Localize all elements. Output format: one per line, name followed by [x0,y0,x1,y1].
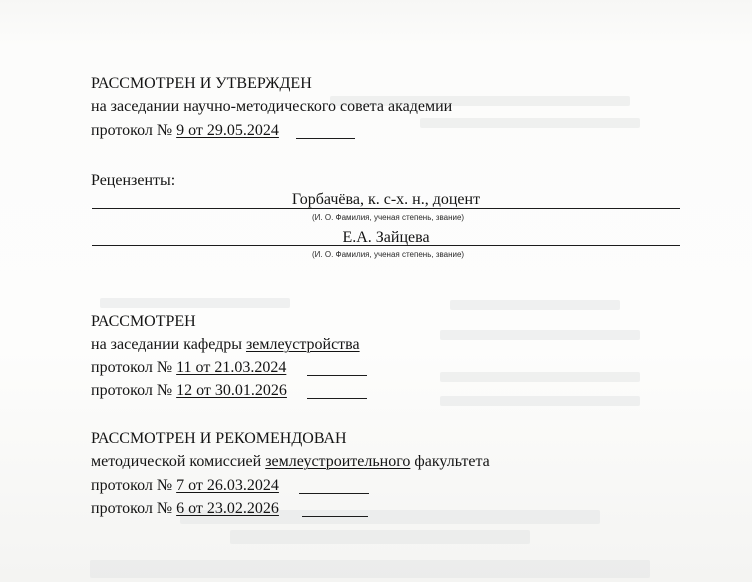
department-line [91,335,360,355]
approval-line: на заседании научно-методического совета академии [91,98,453,115]
commission-prefix: методической комиссией [91,453,266,470]
bleed-through-mark [450,300,620,310]
protocol-underline [307,398,367,399]
protocol-prefix: протокол № [91,122,177,139]
reviewer-2-line [92,245,680,246]
protocol-value: 9 от 29.05.2024 [176,122,279,139]
reviewer-1-line [92,208,680,209]
bleed-through-mark [440,330,640,340]
commission-suffix: факультета [410,453,490,470]
protocol-underline [299,493,369,494]
bleed-through-mark [90,560,650,578]
bleed-through-mark [440,396,640,406]
protocol-value: 12 от 30.01.2026 [176,382,287,399]
department-heading: РАССМОТРЕН [91,313,196,330]
department-name: землеустройства [245,336,360,353]
reviewer-1-caption: (И. О. Фамилия, ученая степень, звание) [312,213,465,222]
approval-protocol [91,121,279,141]
protocol-prefix: протокол № [91,359,177,376]
bleed-through-mark [440,372,640,382]
reviewer-1-name: Горбачёва, к. с-х. н., доцент [291,191,481,208]
protocol-value: 11 от 21.03.2024 [176,359,287,376]
bleed-through-mark [100,298,290,308]
protocol-value: 6 от 23.02.2026 [176,500,279,517]
faculty-name: землеустроительного [265,453,411,470]
bleed-through-mark [420,118,640,128]
protocol-prefix: протокол № [91,500,177,517]
reviewers-label: Рецензенты: [91,172,176,189]
commission-heading: РАССМОТРЕН И РЕКОМЕНДОВАН [91,430,347,447]
reviewer-2-name: Е.А. Зайцева [342,229,430,246]
commission-line [91,452,490,472]
department-prefix: на заседании кафедры [91,336,246,353]
protocol-prefix: протокол № [91,382,177,399]
commission-protocol-1 [91,476,279,496]
department-protocol-2 [91,381,287,401]
bleed-through-mark [230,530,530,544]
protocol-prefix: протокол № [91,477,177,494]
protocol-value: 7 от 26.03.2024 [176,477,279,494]
department-protocol-1 [91,358,286,378]
protocol-underline [296,138,355,139]
commission-protocol-2 [91,499,279,519]
approval-heading: РАССМОТРЕН И УТВЕРЖДЕН [91,75,312,92]
reviewer-2-caption: (И. О. Фамилия, ученая степень, звание) [312,250,465,259]
protocol-underline [307,375,367,376]
protocol-underline [302,516,368,517]
